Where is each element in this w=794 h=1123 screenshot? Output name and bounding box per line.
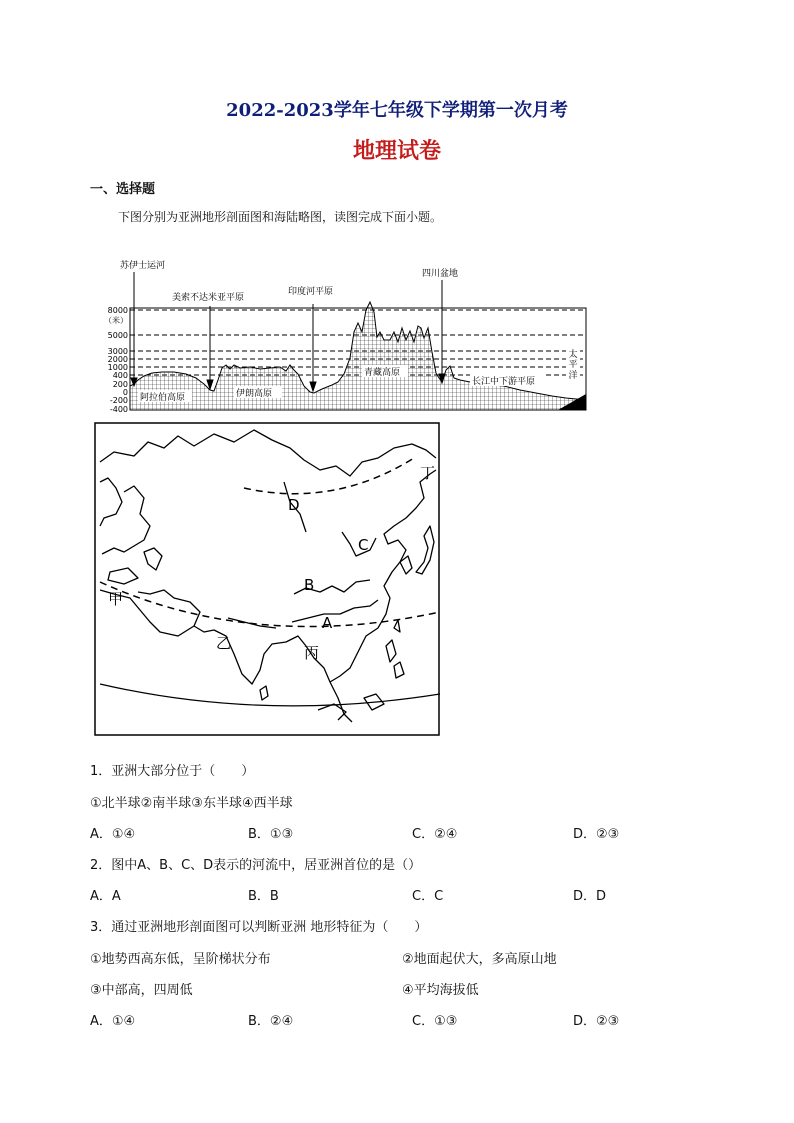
question-1-option-d[interactable]: D．②③ xyxy=(573,827,620,842)
label-iranian-plateau: 伊朗高原 xyxy=(236,389,273,399)
question-3-option-d[interactable]: D．②③ xyxy=(573,1014,620,1029)
intro-text: 下图分别为亚洲地形剖面图和海陆略图，读图完成下面小题。 xyxy=(118,210,443,224)
label-tibetan-plateau: 青藏高原 xyxy=(364,368,401,378)
terrain-area xyxy=(130,302,586,410)
map-label-yi: 乙 xyxy=(216,634,232,652)
label-mesopotamia: 美索不达米亚平原 xyxy=(172,293,245,303)
question-2-option-a[interactable]: A．A xyxy=(90,889,121,904)
label-indus-plain: 印度河平原 xyxy=(288,287,334,297)
map-label-bing: 丙 xyxy=(304,644,320,662)
label-arabian-plateau: 阿拉伯高原 xyxy=(140,393,186,403)
question-3-statement-1: ①地势西高东低，呈阶梯状分布 xyxy=(90,952,271,967)
question-3-statement-3: ③中部高，四周低 xyxy=(90,983,193,998)
tick-1000: 1000 xyxy=(107,363,128,372)
tick-3000: 3000 xyxy=(107,347,128,356)
question-3-option-a[interactable]: A．①④ xyxy=(90,1014,136,1029)
tick-unit: （米） xyxy=(104,316,128,325)
question-3-stem: 3．通过亚洲地形剖面图可以判断亚洲 地形特征为（ ） xyxy=(90,920,428,935)
question-2-option-c[interactable]: C．C xyxy=(412,889,444,904)
question-3-statement-4: ④平均海拔低 xyxy=(402,983,479,998)
question-1-option-b[interactable]: B．①③ xyxy=(248,827,294,842)
label-pacific-1: 太 xyxy=(568,350,578,360)
tick-5000: 5000 xyxy=(107,331,128,340)
question-3-option-c[interactable]: C．①③ xyxy=(412,1014,458,1029)
label-pacific-2: 平 xyxy=(568,360,578,370)
map-label-a: A xyxy=(322,614,333,632)
question-2-option-b[interactable]: B．B xyxy=(248,889,279,904)
map-label-d: D xyxy=(288,496,300,514)
label-yangtze-plain: 长江中下游平原 xyxy=(472,377,536,387)
tick-400: 400 xyxy=(112,371,128,380)
label-sichuan-basin: 四川盆地 xyxy=(422,269,459,279)
tick-minus-400: -400 xyxy=(109,405,128,414)
question-1-stem: 1．亚洲大部分位于（ ） xyxy=(90,764,255,779)
question-3-option-b[interactable]: B．②④ xyxy=(248,1014,294,1029)
exam-title: 2022-2023学年七年级下学期第一次月考 xyxy=(226,100,568,121)
exam-subtitle: 地理试卷 xyxy=(352,138,441,164)
label-suez-canal: 苏伊士运河 xyxy=(120,261,166,271)
question-1-option-c[interactable]: C．②④ xyxy=(412,827,458,842)
map-label-b: B xyxy=(304,576,315,594)
map-label-c: C xyxy=(358,536,369,554)
section-heading: 一、选择题 xyxy=(90,182,156,197)
question-2-option-d[interactable]: D．D xyxy=(573,889,607,904)
label-pacific-3: 洋 xyxy=(568,371,578,381)
question-1-statement: ①北半球②南半球③东半球④西半球 xyxy=(90,796,293,811)
tick-200: 200 xyxy=(112,380,128,389)
tick-2000: 2000 xyxy=(107,355,128,364)
question-3-statement-2: ②地面起伏大，多高原山地 xyxy=(402,952,557,967)
asia-map-figure xyxy=(94,422,440,736)
tick-8000: 8000 xyxy=(107,306,128,315)
map-label-ding: 丁 xyxy=(420,464,436,482)
tick-0: 0 xyxy=(122,388,128,397)
terrain-profile-figure xyxy=(100,252,600,418)
question-1-option-a[interactable]: A．①④ xyxy=(90,827,136,842)
map-label-jia: 甲 xyxy=(108,590,124,608)
tick-minus-200: -200 xyxy=(109,396,128,405)
question-2-stem: 2．图中A、B、C、D表示的河流中，居亚洲首位的是（） xyxy=(90,858,422,873)
